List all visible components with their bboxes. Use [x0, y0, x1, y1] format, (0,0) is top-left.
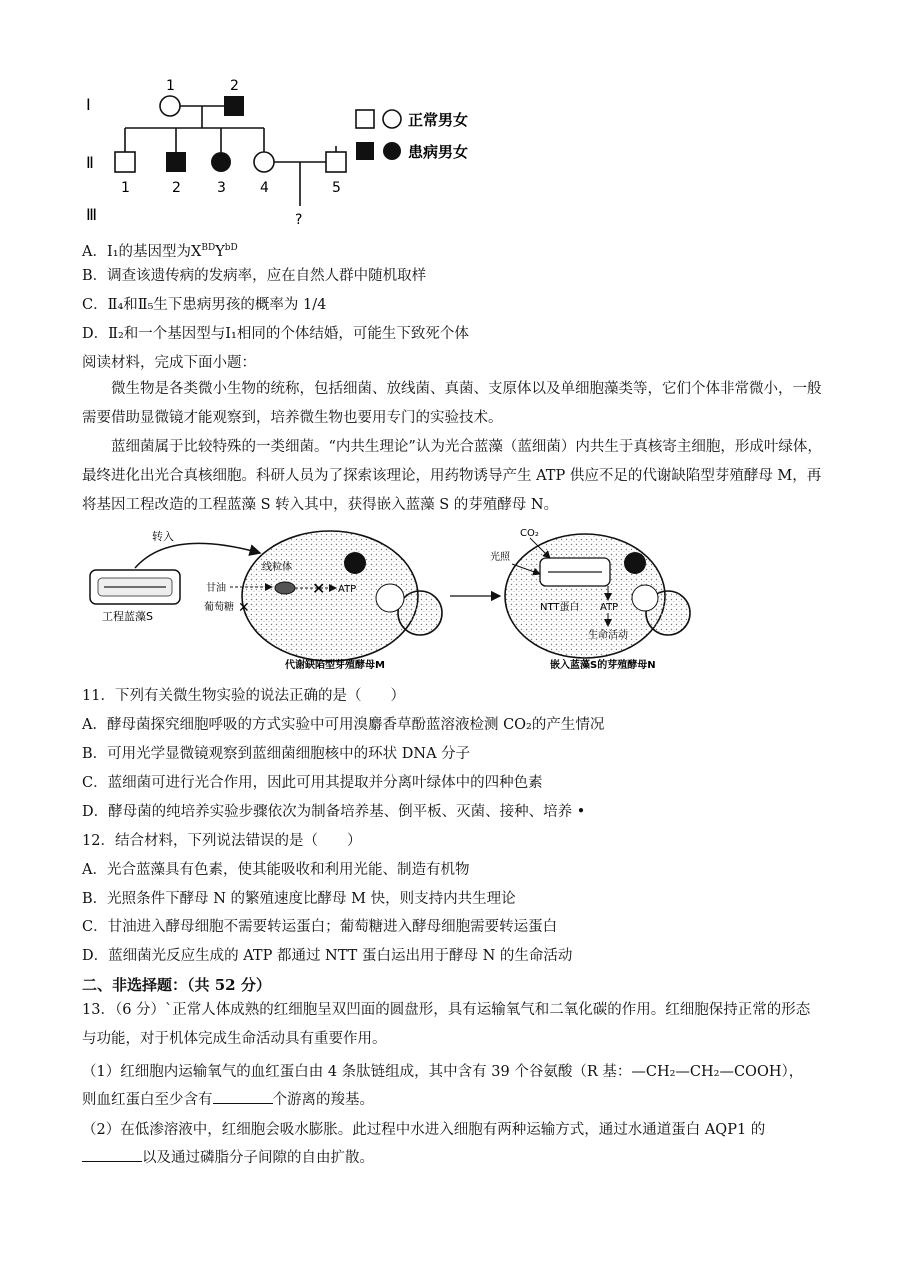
generation-label-3: Ⅲ — [86, 205, 98, 224]
q11-option-a: A．酵母菌探究细胞呼吸的方式实验中可用溴麝香草酚蓝溶液检测 CO₂的产生情况 — [82, 717, 605, 733]
generation-label-2: Ⅱ — [86, 153, 94, 172]
individual-II5 — [326, 152, 346, 172]
number-II2: 2 — [172, 180, 181, 196]
individual-II3 — [211, 152, 231, 172]
q13-part2-text: 以及通过磷脂分子间隙的自由扩散。 — [142, 1150, 374, 1166]
q11-stem: 11．下列有关微生物实验的说法正确的是（ ） — [82, 688, 405, 704]
legend-normal-female — [383, 110, 401, 128]
caption-left: 代谢缺陷型芽殖酵母M — [285, 660, 385, 671]
q11-option-b: B．可用光学显微镜观察到蓝细菌细胞核中的环状 DNA 分子 — [82, 746, 471, 762]
engineered-algae-label: 工程蓝藻S — [102, 610, 153, 623]
co2-label: CO₂ — [520, 528, 539, 539]
q11-option-d: D．酵母菌的纯培养实验步骤依次为制备培养基、倒平板、灭菌、接种、培养 • — [82, 804, 586, 820]
q10-option-a-sup2: bD — [224, 243, 238, 253]
legend-normal-male — [356, 110, 374, 128]
number-II1: 1 — [121, 180, 130, 196]
q13-part2-line2 — [82, 1147, 374, 1168]
caption-right: 嵌入蓝藻S的芽殖酵母N — [550, 660, 656, 671]
q10-option-d: D．Ⅱ₂和一个基因型与Ⅰ₁相同的个体结婚，可能生下致死个体 — [82, 326, 469, 342]
yeast-figure — [80, 518, 720, 678]
individual-II2 — [166, 152, 186, 172]
q13-stem: 13．（6 分）`正常人体成熟的红细胞呈双凹面的圆盘形，具有运输氧气和二氧化碳的作用。红细胞保持正常的形态与功能，对于机体完成生命活动具有重要作用。 — [82, 1002, 811, 1047]
q10-option-c: C．Ⅱ₄和Ⅱ₅生下患病男孩的概率为 1/4 — [82, 297, 327, 313]
material-paragraph-1: 微生物是各类微小生物的统称，包括细菌、放线菌、真菌、支原体以及单细胞藻类等，它们个体非常微小，一般需要借助显微镜才能观察到，培养微生物也要用专门的实验技术。 — [82, 381, 822, 426]
glycerol-label: 甘油 — [206, 583, 226, 594]
q12-option-a: A．光合蓝藻具有色素，使其能吸收和利用光能、制造有机物 — [82, 862, 470, 878]
yeast-m-vacuole — [376, 584, 404, 612]
mito-label: 线粒体 — [262, 562, 292, 573]
yeast-n-vacuole — [632, 585, 658, 611]
legend-affected-male — [356, 142, 374, 160]
q10-option-a-mid: Y — [215, 243, 225, 260]
q13-answer-blank-2[interactable] — [82, 1147, 142, 1162]
legend-affected-label: 患病男女 — [408, 143, 469, 161]
q13-part1-line1: （1）红细胞内运输氧气的血红蛋白由 4 条肽链组成，其中含有 39 个谷氨酸（R 基：—CH₂—CH₂—COOH）， — [82, 1064, 804, 1080]
q13-part1-text: 则血红蛋白至少含有 — [82, 1092, 213, 1108]
mitochondria — [275, 582, 295, 594]
legend-normal-label: 正常男女 — [408, 111, 469, 129]
unknown-offspring: ? — [295, 212, 303, 228]
q10-option-a-sup1: BD — [201, 243, 216, 253]
ntt-label: NTT蛋白 — [540, 602, 580, 613]
q13-part2-line1: （2）在低渗溶液中，红细胞会吸水膨胀。此过程中水进入细胞有两种运输方式，通过水通道蛋白 AQP1 的 — [82, 1122, 766, 1138]
yeast-m-bud — [398, 591, 442, 635]
material-paragraph-2: 蓝细菌属于比较特殊的一类细菌。“内共生理论”认为光合蓝藻（蓝细菌）内共生于真核寄主细胞，形成叶绿体，最终进化出光合真核细胞。科研人员为了探索该理论，用药物诱导产生 ATP 供应不足的代谢缺陷型芽殖酵母 M，再将基因工程改造的工程蓝藻 S 转入其中，获得嵌入蓝藻 S 的芽殖酵母 N。 — [82, 439, 822, 513]
q13-part1-line2 — [82, 1089, 374, 1110]
q13-answer-blank-1[interactable] — [213, 1089, 273, 1104]
pedigree-chart — [80, 70, 520, 235]
q13-part1-tail: 个游离的羧基。 — [272, 1092, 374, 1108]
q12-option-b: B．光照条件下酵母 N 的繁殖速度比酵母 M 快，则支持内共生理论 — [82, 891, 516, 907]
q10-option-b: B．调查该遗传病的发病率，应在自然人群中随机取样 — [82, 268, 427, 284]
individual-I1 — [160, 96, 180, 116]
q10-option-a-text: A．Ⅰ₁的基因型为X — [82, 243, 202, 260]
glucose-label: 葡萄糖 — [204, 602, 234, 613]
number-II4: 4 — [260, 180, 269, 196]
generation-label-1: Ⅰ — [86, 95, 91, 114]
atp-right-label: ATP — [600, 602, 619, 613]
q11-option-c: C．蓝细菌可进行光合作用，因此可用其提取并分离叶绿体中的四种色素 — [82, 775, 543, 791]
individual-II1 — [115, 152, 135, 172]
yeast-m-nucleus — [344, 552, 366, 574]
individual-II4 — [254, 152, 274, 172]
legend-affected-female — [383, 142, 401, 160]
number-I1: 1 — [166, 78, 175, 94]
yeast-n-nucleus — [624, 552, 646, 574]
material-intro: 阅读材料，完成下面小题： — [82, 355, 256, 371]
light-label: 光照 — [490, 552, 510, 563]
q10-option-a — [82, 238, 238, 262]
individual-I2 — [224, 96, 244, 116]
q12-stem: 12．结合材料，下列说法错误的是（ ） — [82, 833, 362, 849]
life-activity-label: 生命活动 — [588, 630, 628, 641]
transfer-label: 转入 — [152, 530, 174, 543]
atp-left-label: ATP — [338, 584, 357, 595]
section-2-heading: 二、非选择题：（共 52 分） — [82, 976, 271, 994]
glucose-block-icon: ✕ — [238, 600, 250, 616]
transfer-arrow — [135, 543, 260, 568]
number-II3: 3 — [217, 180, 226, 196]
atp-block-icon: ✕ — [312, 579, 326, 598]
q12-option-c: C．甘油进入酵母细胞不需要转运蛋白；葡萄糖进入酵母细胞需要转运蛋白 — [82, 919, 558, 935]
q12-option-d: D．蓝细菌光反应生成的 ATP 都通过 NTT 蛋白运出用于酵母 N 的生命活动 — [82, 948, 573, 964]
number-I2: 2 — [230, 78, 239, 94]
number-II5: 5 — [332, 180, 341, 196]
